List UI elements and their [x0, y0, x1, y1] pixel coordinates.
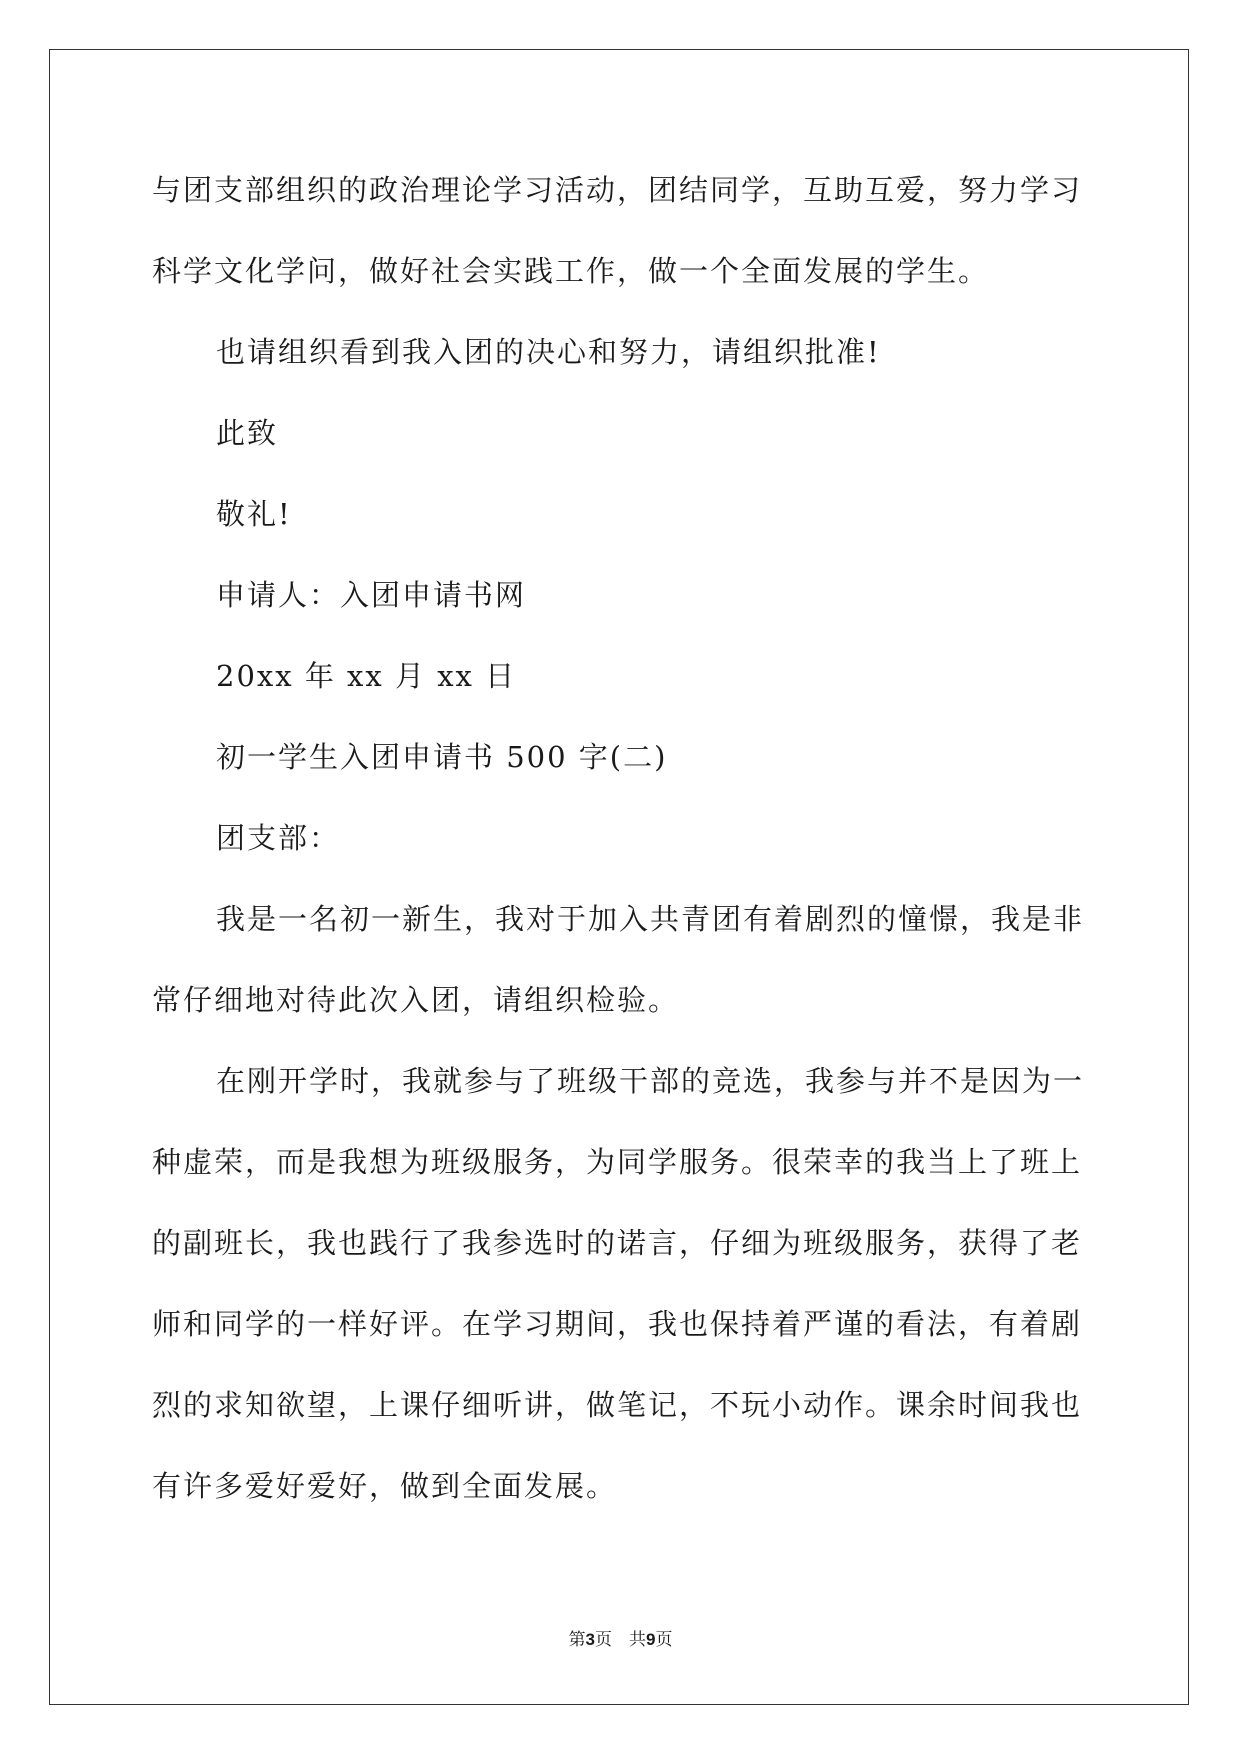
footer-mid: 页 共 — [595, 1630, 646, 1650]
text-line: 的副班长，我也践行了我参选时的诺言，仔细为班级服务，获得了老 — [152, 1226, 1083, 1260]
text-line: 有许多爱好爱好，做到全面发展。 — [152, 1469, 618, 1503]
text-line: 在刚开学时，我就参与了班级干部的竞选，我参与并不是因为一 — [216, 1064, 1085, 1098]
section-title: 初一学生入团申请书 500 字(二) — [216, 740, 668, 774]
footer-prefix: 第 — [568, 1630, 586, 1650]
page-footer — [0, 1629, 1241, 1651]
footer-suffix: 页 — [655, 1630, 673, 1650]
date-line: 20xx 年 xx 月 xx 日 — [216, 659, 517, 693]
page-border — [49, 49, 1189, 1705]
text-line: 种虚荣，而是我想为班级服务，为同学服务。很荣幸的我当上了班上 — [152, 1145, 1083, 1179]
salutation-line: 敬礼! — [216, 497, 292, 531]
text-line: 也请组织看到我入团的决心和努力，请组织批准! — [216, 335, 881, 369]
text-line: 常仔细地对待此次入团，请组织检验。 — [152, 983, 680, 1017]
text-line: 师和同学的一样好评。在学习期间，我也保持着严谨的看法，有着剧 — [152, 1307, 1083, 1341]
text-line: 烈的求知欲望，上课仔细听讲，做笔记，不玩小动作。课余时间我也 — [152, 1388, 1083, 1422]
text-line: 科学文化学问，做好社会实践工作，做一个全面发展的学生。 — [152, 254, 990, 288]
current-page-number: 3 — [585, 1630, 595, 1649]
salutation-line: 此致 — [216, 416, 279, 450]
applicant-line: 申请人：入团申请书网 — [216, 578, 527, 612]
total-page-number: 9 — [646, 1630, 656, 1649]
text-line: 与团支部组织的政治理论学习活动，团结同学，互助互爱，努力学习 — [152, 173, 1083, 207]
addressee-line: 团支部： — [216, 821, 341, 855]
text-line: 我是一名初一新生，我对于加入共青团有着剧烈的憧憬，我是非 — [216, 902, 1085, 936]
